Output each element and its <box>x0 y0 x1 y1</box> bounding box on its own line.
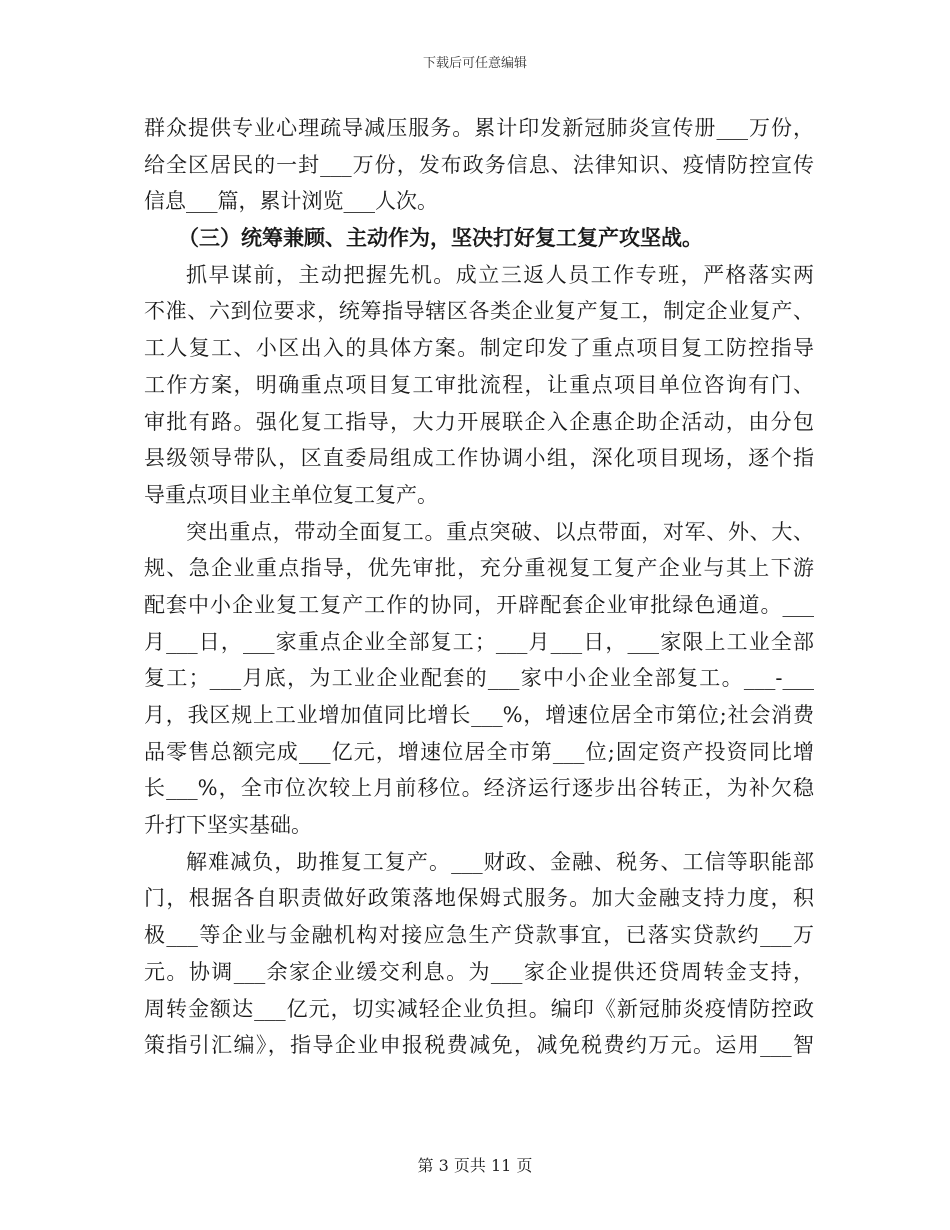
text-line: 信息___篇，累计浏览___人次。 <box>144 189 438 214</box>
text-line: 工人复工、小区出入的具体方案。制定印发了重点项目复工防控指导 <box>144 336 814 361</box>
text-line: 群众提供专业心理疏导减压服务。累计印发新冠肺炎宣传册___万份， <box>144 116 814 140</box>
text-line: 规、急企业重点指导，优先审批，充分重视复工复产企业与其上下游 <box>144 556 814 581</box>
text-line: 导重点项目业主单位复工复产。 <box>144 482 438 507</box>
text-line: 品零售总额完成___亿元，增速位居全市第___位;固定资产投资同比增 <box>144 739 814 764</box>
text-line: 配套中小企业复工复产工作的协同，开辟配套企业审批绿色通道。___ <box>144 592 814 617</box>
text-line: 突出重点，带动全面复工。重点突破、以点带面，对军、外、大、 <box>186 519 814 544</box>
text-line: 县级领导带队，区直委局组成工作协调小组，深化项目现场，逐个指 <box>144 446 814 471</box>
text-line: 门，根据各自职责做好政策落地保姆式服务。加大金融支持力度，积 <box>144 886 814 911</box>
text-line: 审批有路。强化复工指导，大力开展联企入企惠企助企活动，由分包 <box>144 409 814 434</box>
text-line: 给全区居民的一封___万份，发布政务信息、法律知识、疫情防控宣传 <box>144 152 814 177</box>
paragraph-3 <box>144 514 814 844</box>
text-line: 策指引汇编》，指导企业申报税费减免，减免税费约万元。运用___智 <box>144 1033 814 1058</box>
paragraph-4 <box>144 844 814 1064</box>
text-line: 工作方案，明确重点项目复工审批流程，让重点项目单位咨询有门、 <box>144 372 814 397</box>
text-line: 长___%，全市位次较上月前移位。经济运行逐步出谷转正，为补欠稳 <box>144 776 814 801</box>
paragraph-1 <box>144 110 814 220</box>
text-line: 复工；___月底，为工业企业配套的___家中小企业全部复工。___-___ <box>144 666 814 691</box>
document-body <box>144 110 814 1064</box>
text-line: 月___日，___家重点企业全部复工；___月___日，___家限上工业全部 <box>144 629 814 654</box>
text-line: 周转金额达___亿元，切实减轻企业负担。编印《新冠肺炎疫情防控政 <box>144 996 814 1021</box>
page-header: 下载后可任意编辑 <box>422 56 527 71</box>
text-line: 抓早谋前，主动把握先机。成立三返人员工作专班，严格落实两 <box>186 262 814 287</box>
text-line: 解难减负，助推复工复产。___财政、金融、税务、工信等职能部 <box>186 849 814 874</box>
text-line: 升打下坚实基础。 <box>144 813 312 838</box>
section-heading: （三）统筹兼顾、主动作为，坚决打好复工复产攻坚战。 <box>178 226 703 251</box>
text-line: 极___等企业与金融机构对接应急生产贷款事宜，已落实贷款约___万 <box>144 923 814 948</box>
text-line: 元。协调___余家企业缓交利息。为___家企业提供还贷周转金支持， <box>144 959 814 984</box>
text-line: 月，我区规上工业增加值同比增长___%，增速位居全市第位;社会消费 <box>144 703 814 727</box>
page-number-footer: 第 3 页共 11 页 <box>417 1156 533 1175</box>
paragraph-2 <box>144 257 814 514</box>
text-line: 不准、六到位要求，统筹指导辖区各类企业复产复工，制定企业复产、 <box>144 299 814 324</box>
